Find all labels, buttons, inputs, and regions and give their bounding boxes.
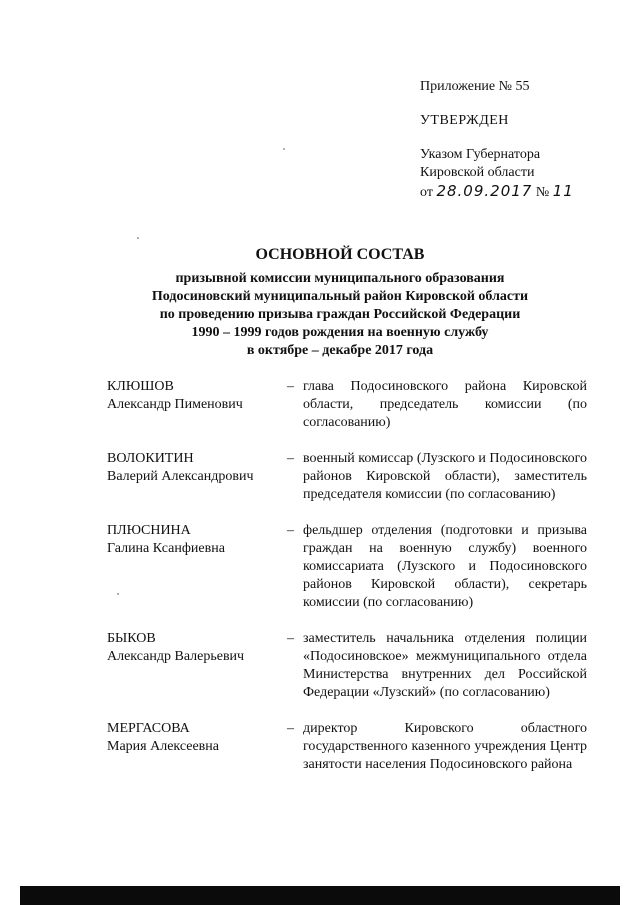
member-surname: БЫКОВ bbox=[107, 631, 156, 646]
member-name bbox=[107, 522, 287, 612]
title-main: ОСНОВНОЙ СОСТАВ bbox=[255, 246, 425, 263]
member-given-name: Мария Алексеевна bbox=[107, 739, 219, 754]
number-prefix: № bbox=[535, 185, 550, 200]
decree-region: Кировской области bbox=[420, 165, 535, 180]
member-name bbox=[107, 450, 287, 504]
member-given-name: Александр Валерьевич bbox=[107, 649, 245, 664]
member-row bbox=[107, 450, 587, 504]
scan-border-bar bbox=[20, 886, 620, 905]
handwritten-date: 28.09.2017 bbox=[436, 182, 533, 200]
title-line-5: в октябре – декабре 2017 года bbox=[246, 343, 434, 358]
approval-header bbox=[420, 78, 620, 202]
member-surname: КЛЮШОВ bbox=[107, 379, 174, 394]
member-dash: – bbox=[287, 523, 294, 538]
member-role: военный комиссар (Лузского и Подосиновского районов Кировской области), заместитель председателя комиссии (по согласованию) bbox=[303, 451, 587, 502]
scan-speck bbox=[283, 148, 285, 150]
scan-speck bbox=[117, 593, 119, 595]
member-given-name: Валерий Александрович bbox=[107, 469, 254, 484]
member-name bbox=[107, 720, 287, 774]
member-name bbox=[107, 630, 287, 702]
member-role: заместитель начальника отделения полиции «Подосиновское» межмуниципального отдела Министерства внутренних дел Российской Федерации «Лузский» (по согласованию) bbox=[303, 631, 587, 700]
member-role: глава Подосиновского района Кировской области, председатель комиссии (по согласованию) bbox=[303, 379, 587, 430]
member-surname: ВОЛОКИТИН bbox=[107, 451, 194, 466]
title-line-1: призывной комиссии муниципального образования bbox=[175, 271, 505, 286]
date-prefix: от bbox=[420, 185, 433, 200]
member-surname: МЕРГАСОВА bbox=[107, 721, 190, 736]
member-dash: – bbox=[287, 451, 294, 466]
member-role: фельдшер отделения (подготовки и призыва граждан на военную службу) военного комиссариата (Лузского и Подосиновского районов Кировской области), секретарь комиссии (по согласованию) bbox=[303, 523, 587, 610]
member-given-name: Александр Пименович bbox=[107, 397, 243, 412]
members-list bbox=[107, 378, 587, 792]
member-row bbox=[107, 378, 587, 432]
member-row bbox=[107, 522, 587, 612]
title-line-2: Подосиновский муниципальный район Кировской области bbox=[151, 289, 529, 304]
decree-authority: Указом Губернатора bbox=[420, 147, 541, 162]
member-role: директор Кировского областного государственного казенного учреждения Центр занятости населения Подосиновского района bbox=[303, 721, 587, 772]
member-name bbox=[107, 378, 287, 432]
title-line-4: 1990 – 1999 годов рождения на военную службу bbox=[191, 325, 489, 340]
member-dash: – bbox=[287, 721, 294, 736]
title-line-3: по проведению призыва граждан Российской Федерации bbox=[159, 307, 521, 322]
appendix-number: Приложение № 55 bbox=[420, 79, 530, 94]
decree-date-line bbox=[420, 182, 620, 202]
member-surname: ПЛЮСНИНА bbox=[107, 523, 191, 538]
approved-stamp-text: УТВЕРЖДЕН bbox=[420, 113, 509, 128]
document-title bbox=[110, 246, 570, 360]
member-row bbox=[107, 720, 587, 774]
member-dash: – bbox=[287, 379, 294, 394]
scan-speck bbox=[137, 237, 139, 239]
member-given-name: Галина Ксанфиевна bbox=[107, 541, 225, 556]
handwritten-number: 11 bbox=[552, 182, 574, 200]
member-dash: – bbox=[287, 631, 294, 646]
member-row bbox=[107, 630, 587, 702]
